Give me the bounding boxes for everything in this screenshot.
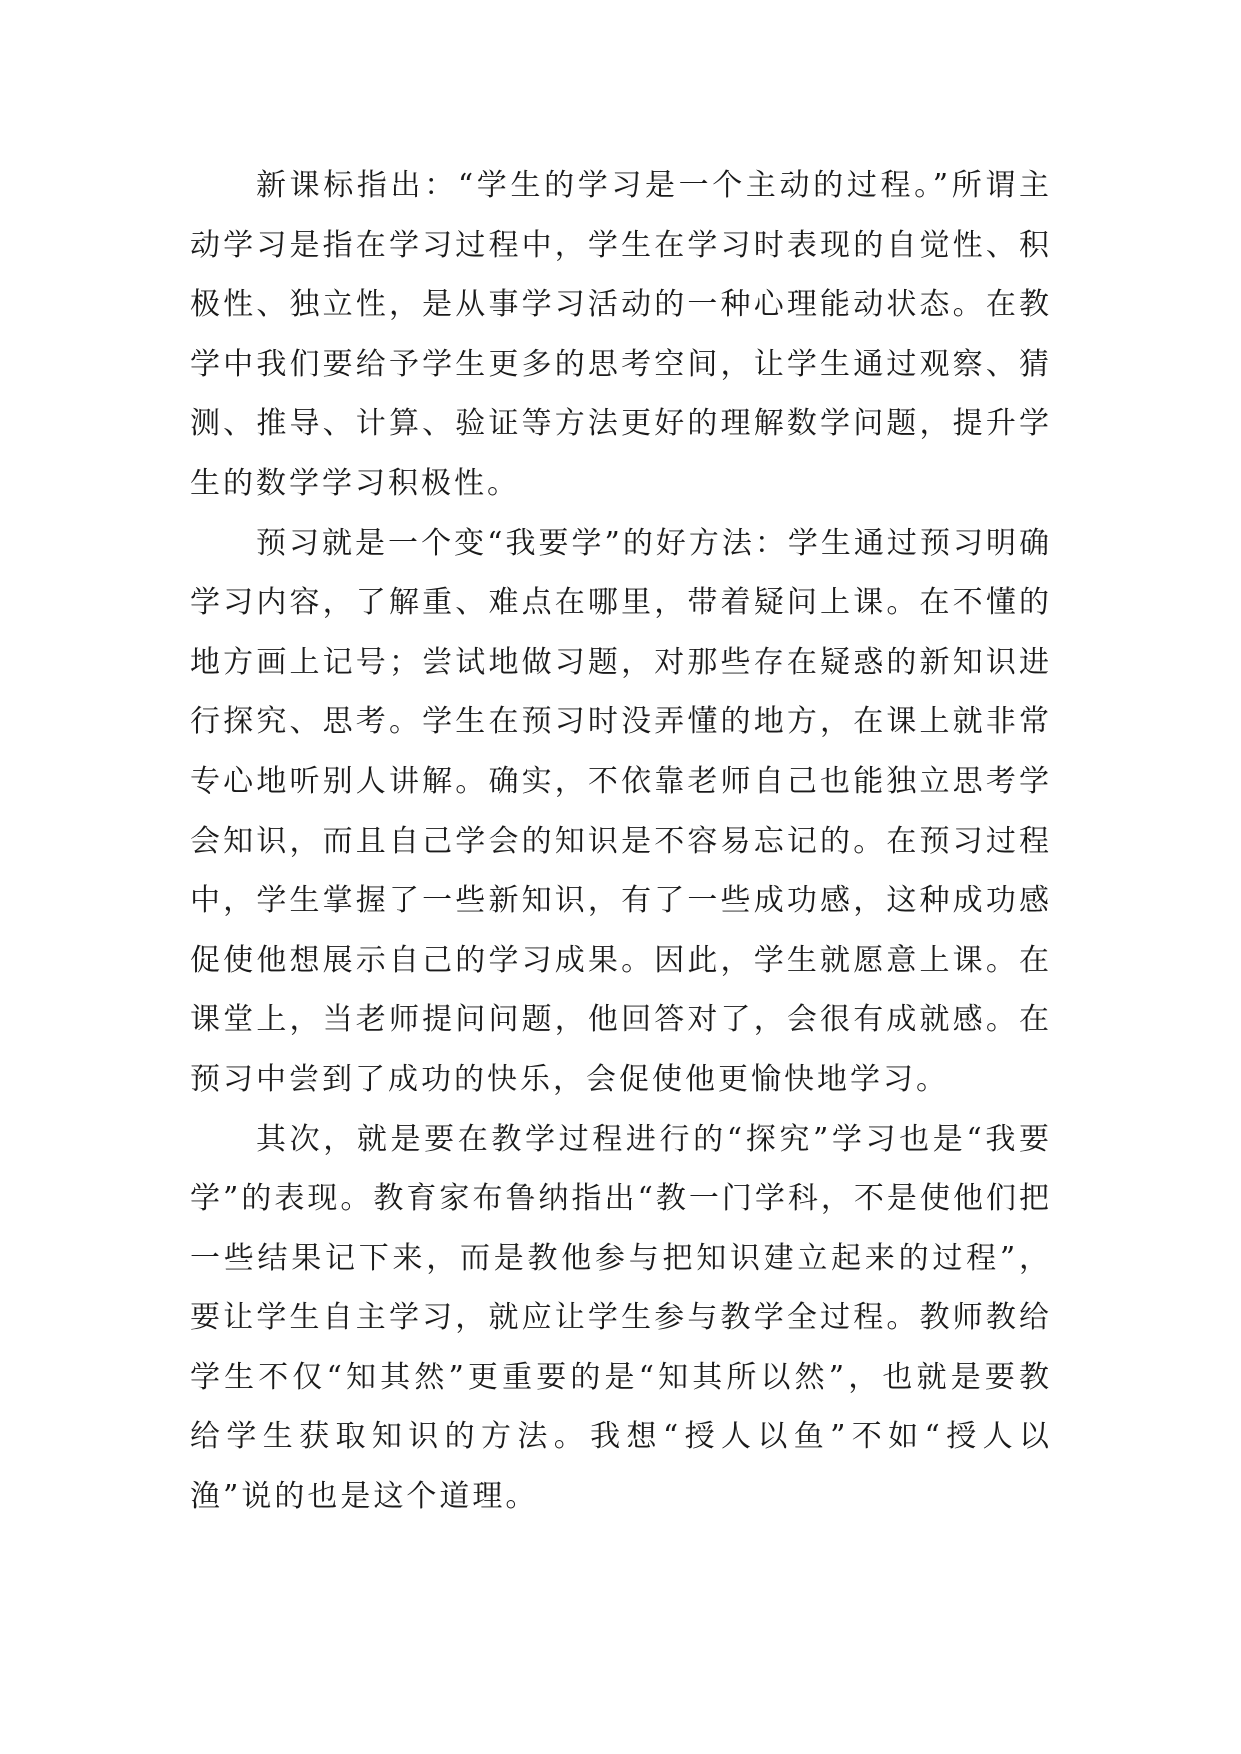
paragraph-active-learning: 新课标指出：“学生的学习是一个主动的过程。”所谓主动学习是指在学习过程中，学生在学习时表现的自觉性、积极性、独立性，是从事学习活动的一种心理能动状态。在教学中我们要给予学生更多的思考空间，让学生通过观察、猜测、推导、计算、验证等方法更好的理解数学问题，提升学生的数学学习积极性。 <box>190 168 1052 501</box>
paragraph-inquiry-learning: 其次，就是要在教学过程进行的“探究”学习也是“我要学”的表现。教育家布鲁纳指出“教一门学科，不是使他们把一些结果记下来，而是教他参与把知识建立起来的过程”，要让学生自主学习，就应让学生参与教学全过程。教师教给学生不仅“知其然”更重要的是“知其所以然”，也就是要教给学生获取知识的方法。我想“授人以鱼”不如“授人以渔”说的也是这个道理。 <box>190 1121 1052 1515</box>
body-text <box>190 156 1052 1527</box>
paragraph-preview-method: 预习就是一个变“我要学”的好方法：学生通过预习明确学习内容，了解重、难点在哪里，带着疑问上课。在不懂的地方画上记号；尝试地做习题，对那些存在疑惑的新知识进行探究、思考。学生在预习时没弄懂的地方，在课上就非常专心地听别人讲解。确实，不依靠老师自己也能独立思考学会知识，而且自己学会的知识是不容易忘记的。在预习过程中，学生掌握了一些新知识，有了一些成功感，这种成功感促使他想展示自己的学习成果。因此，学生就愿意上课。在课堂上，当老师提问问题，他回答对了，会很有成就感。在预习中尝到了成功的快乐，会促使他更愉快地学习。 <box>190 525 1052 1097</box>
